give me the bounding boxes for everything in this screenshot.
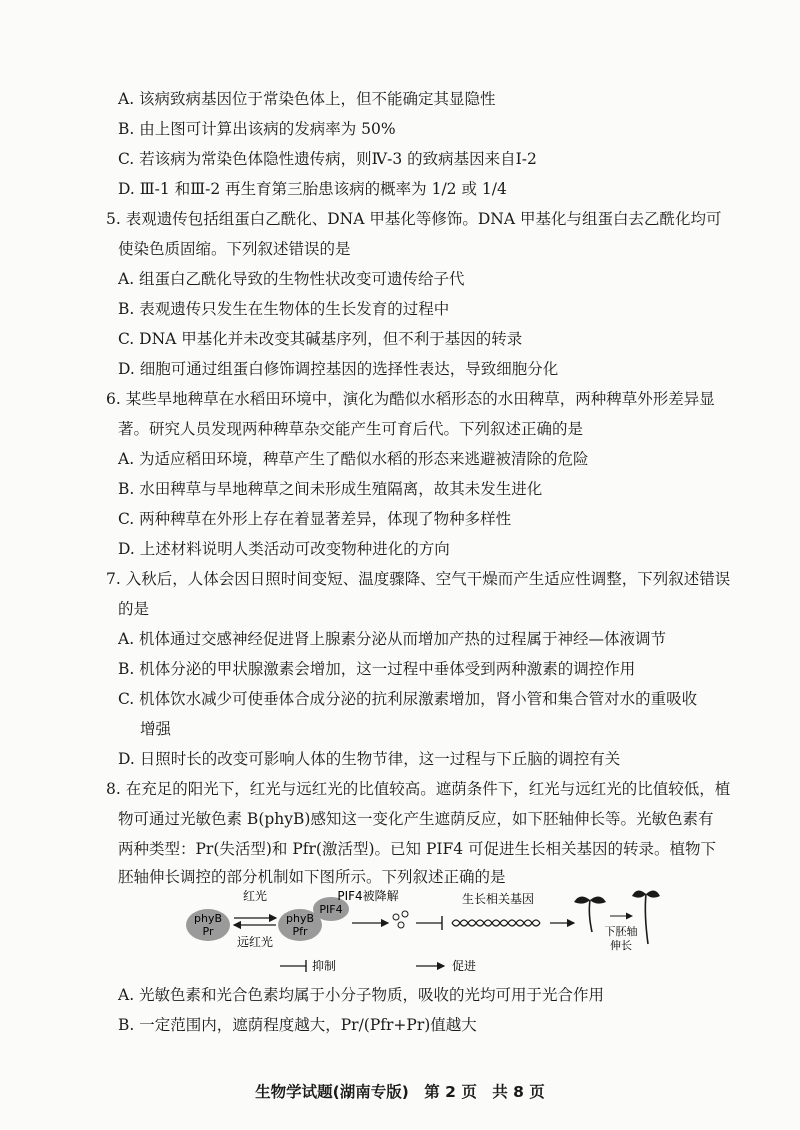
phyb-pfr-bottom-label: Pfr — [292, 925, 308, 938]
q7-option-c-line2: 增强 — [140, 720, 172, 738]
q6-option-c: C. 两种稗草在外形上存在着显著差异，体现了物种多样性 — [118, 510, 512, 528]
q7-stem-line2: 的是 — [118, 600, 150, 618]
q4-option-c: C. 若该病为常染色体隐性遗传病，则Ⅳ-3 的致病基因来自Ⅰ-2 — [118, 150, 537, 168]
fragment-icon — [398, 922, 404, 928]
q6-option-a: A. 为适应稻田环境，稗草产生了酷似水稻的形态来逃避被清除的危险 — [118, 450, 589, 468]
q7-option-b: B. 机体分泌的甲状腺激素会增加，这一过程中垂体受到两种激素的调控作用 — [118, 660, 636, 678]
fragment-icon — [393, 914, 399, 920]
q6-stem-line1: 6. 某些旱地稗草在水稻田环境中，演化为酷似水稻形态的水田稗草，两种稗草外形差异显 — [106, 390, 715, 408]
q6-option-b: B. 水田稗草与旱地稗草之间未形成生殖隔离，故其未发生进化 — [118, 480, 543, 498]
legend-inhibit-label: 抑制 — [312, 959, 337, 973]
q8-stem-line1: 8. 在充足的阳光下，红光与远红光的比值较高。遮荫条件下，红光与远红光的比值较低，植 — [106, 780, 731, 798]
page-footer — [0, 1080, 800, 1102]
q5-option-d: D. 细胞可通过组蛋白修饰调控基因的选择性表达，导致细胞分化 — [118, 360, 559, 378]
pif4-degraded-label: PIF4被降解 — [337, 889, 399, 903]
q7-option-d: D. 日照时长的改变可影响人体的生物节律，这一过程与下丘脑的调控有关 — [118, 750, 621, 768]
q4-option-b: B. 由上图可计算出该病的发病率为 50% — [118, 120, 396, 138]
far-red-light-label: 远红光 — [236, 935, 274, 949]
regulation-diagram — [180, 878, 660, 976]
q4-option-d: D. Ⅲ-1 和Ⅲ-2 再生育第三胎患该病的概率为 1/2 或 1/4 — [118, 180, 507, 198]
pif4-label: PIF4 — [319, 903, 343, 916]
page-number: 第 2 页 — [424, 1083, 477, 1101]
q5-option-b: B. 表观遗传只发生在生物体的生长发育的过程中 — [118, 300, 450, 318]
phyb-pfr-top-label: phyB — [285, 912, 315, 925]
fragment-icon — [402, 911, 408, 917]
phyb-pr-top-label: phyB — [193, 912, 223, 925]
hypocotyl-label-line1: 下胚轴 — [604, 925, 638, 938]
q8-option-b: B. 一定范围内，遮荫程度越大，Pr/(Pfr+Pr)值越大 — [118, 1016, 477, 1034]
q7-option-a: A. 机体通过交感神经促进肾上腺素分泌从而增加产热的过程属于神经—体液调节 — [118, 630, 667, 648]
q7-stem-line1: 7. 入秋后，人体会因日照时间变短、温度骤降、空气干燥而产生适应性调整，下列叙述错误 — [106, 570, 731, 588]
q7-option-c-line1: C. 机体饮水减少可使垂体合成分泌的抗利尿激素增加，肾小管和集合管对水的重吸收 — [118, 690, 698, 708]
growth-genes-label: 生长相关基因 — [461, 892, 535, 906]
legend-promote-label: 促进 — [452, 959, 477, 973]
hypocotyl-label-line2: 伸长 — [610, 939, 632, 952]
q8-stem-line3: 两种类型：Pr(失活型)和 Pfr(激活型)。已知 PIF4 可促进生长相关基因的转录。植物下 — [118, 840, 717, 858]
seedling-short-icon — [574, 896, 606, 932]
q5-option-c: C. DNA 甲基化并未改变其碱基序列，但不利于基因的转录 — [118, 330, 523, 348]
page-total: 共 8 页 — [492, 1083, 545, 1101]
q5-stem-line2: 使染色质固缩。下列叙述错误的是 — [118, 240, 351, 258]
phyb-pr-bottom-label: Pr — [202, 925, 214, 938]
red-light-label: 红光 — [242, 889, 268, 903]
q6-stem-line2: 著。研究人员发现两种稗草杂交能产生可育后代。下列叙述正确的是 — [118, 420, 584, 438]
exam-title: 生物学试题(湖南专版) — [255, 1083, 409, 1101]
q8-option-a: A. 光敏色素和光合色素均属于小分子物质，吸收的光均可用于光合作用 — [118, 986, 605, 1004]
q8-stem-line2: 物可通过光敏色素 B(phyB)感知这一变化产生遮荫反应，如下胚轴伸长等。光敏色素有 — [118, 810, 714, 828]
q6-option-d: D. 上述材料说明人类活动可改变物种进化的方向 — [118, 540, 450, 558]
q8-stem-line4: 胚轴伸长调控的部分机制如下图所示。下列叙述正确的是 — [118, 868, 506, 886]
q4-option-a: A. 该病致病基因位于常染色体上，但不能确定其显隐性 — [118, 90, 496, 108]
q5-option-a: A. 组蛋白乙酰化导致的生物性状改变可遗传给子代 — [118, 270, 465, 288]
q5-stem-line1: 5. 表观遗传包括组蛋白乙酰化、DNA 甲基化等修饰。DNA 甲基化与组蛋白去乙酰化均可 — [106, 210, 722, 228]
